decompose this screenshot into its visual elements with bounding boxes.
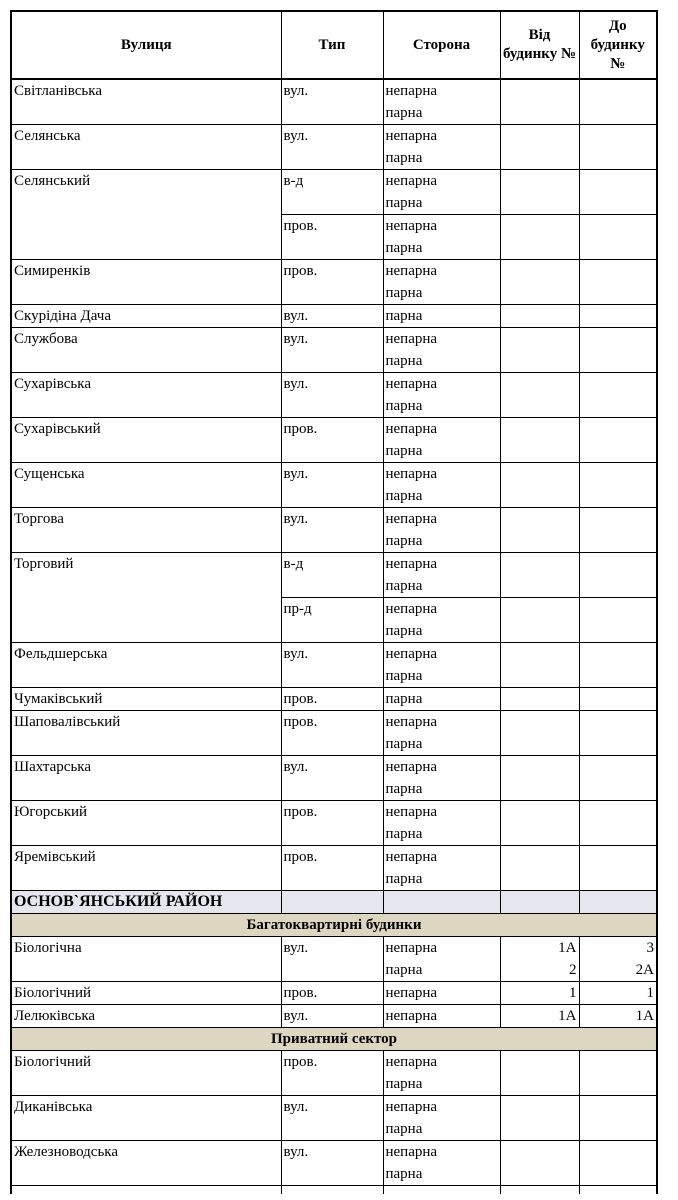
cell-type: вул. <box>281 643 383 688</box>
table-row <box>11 463 657 508</box>
cell-empty <box>281 1186 383 1195</box>
table-row <box>11 170 657 215</box>
header-side: Сторона <box>383 11 500 79</box>
cell-street: Симиренків <box>11 260 281 305</box>
cell-to <box>579 260 657 305</box>
cell-type: вул. <box>281 937 383 982</box>
cell-to <box>579 1051 657 1096</box>
cell-from <box>500 328 579 373</box>
cell-street: Сухарівський <box>11 418 281 463</box>
cell-type: вул. <box>281 373 383 418</box>
cell-to: 1 <box>579 982 657 1005</box>
cell-from <box>500 643 579 688</box>
cell-type: вул. <box>281 1141 383 1186</box>
cell-street: Селянський <box>11 170 281 260</box>
table-row <box>11 508 657 553</box>
table-row <box>11 79 657 125</box>
cell-from <box>500 756 579 801</box>
cell-from <box>500 1096 579 1141</box>
cell-type: пров. <box>281 846 383 891</box>
cell-street: Скурідіна Дача <box>11 305 281 328</box>
cell-street: Чумаківський <box>11 688 281 711</box>
table-row <box>11 846 657 891</box>
section-title-apartments: Багатоквартирні будинки <box>11 914 657 937</box>
cell-to: 1А <box>579 1005 657 1028</box>
section-title-private: Приватний сектор <box>11 1028 657 1051</box>
cell-side: непарна парна <box>383 846 500 891</box>
table-row <box>11 328 657 373</box>
cell-from <box>500 846 579 891</box>
cell-to <box>579 756 657 801</box>
cell-to <box>579 711 657 756</box>
cell-empty <box>11 1186 281 1195</box>
cell-from <box>500 1051 579 1096</box>
cell-street: Службова <box>11 328 281 373</box>
cell-side: парна <box>383 688 500 711</box>
cell-type: пров. <box>281 688 383 711</box>
table-row <box>11 643 657 688</box>
cell-side: непарна парна <box>383 125 500 170</box>
cell-to <box>579 846 657 891</box>
cell-empty <box>383 891 500 914</box>
table-row <box>11 982 657 1005</box>
cell-type: пр-д <box>281 598 383 643</box>
cell-empty <box>579 1186 657 1195</box>
cell-to <box>579 463 657 508</box>
cell-type: пров. <box>281 982 383 1005</box>
header-to: До будинку № <box>579 11 657 79</box>
cell-type: в-д <box>281 553 383 598</box>
cell-to <box>579 170 657 215</box>
cell-from <box>500 125 579 170</box>
cell-from: 1А <box>500 1005 579 1028</box>
cell-type: пров. <box>281 1051 383 1096</box>
cell-from: 1 <box>500 982 579 1005</box>
cell-to <box>579 373 657 418</box>
cell-street: Світланівська <box>11 79 281 125</box>
cell-side: непарна парна <box>383 711 500 756</box>
cell-street: Яремівський <box>11 846 281 891</box>
cell-side: непарна <box>383 1005 500 1028</box>
cell-street: Фельдшерська <box>11 643 281 688</box>
header-from: Від будинку № <box>500 11 579 79</box>
cell-to <box>579 418 657 463</box>
cell-side: непарна парна <box>383 553 500 598</box>
table-row-continuation <box>11 1186 657 1195</box>
cell-street: Біологічний <box>11 1051 281 1096</box>
cell-side: непарна парна <box>383 1051 500 1096</box>
cell-side: непарна парна <box>383 1141 500 1186</box>
table-row <box>11 260 657 305</box>
streets-table <box>10 10 658 1194</box>
cell-side: непарна парна <box>383 643 500 688</box>
cell-to <box>579 508 657 553</box>
table-row <box>11 553 657 598</box>
cell-street: Шаповалівський <box>11 711 281 756</box>
cell-empty <box>500 1186 579 1195</box>
cell-side: непарна парна <box>383 373 500 418</box>
cell-empty <box>281 891 383 914</box>
cell-to <box>579 328 657 373</box>
table-row <box>11 1141 657 1186</box>
table-row <box>11 305 657 328</box>
cell-to <box>579 1141 657 1186</box>
table-row <box>11 373 657 418</box>
cell-street: Шахтарська <box>11 756 281 801</box>
cell-type: пров. <box>281 801 383 846</box>
cell-street: Железноводська <box>11 1141 281 1186</box>
cell-from <box>500 508 579 553</box>
cell-empty <box>500 891 579 914</box>
cell-from <box>500 553 579 598</box>
cell-to <box>579 79 657 125</box>
cell-street: Торговий <box>11 553 281 643</box>
cell-side: непарна парна <box>383 418 500 463</box>
cell-from <box>500 305 579 328</box>
cell-empty <box>383 1186 500 1195</box>
cell-type: вул. <box>281 125 383 170</box>
cell-type: вул. <box>281 508 383 553</box>
cell-side: непарна <box>383 982 500 1005</box>
cell-street: Торгова <box>11 508 281 553</box>
cell-type: пров. <box>281 215 383 260</box>
cell-type: вул. <box>281 463 383 508</box>
cell-from <box>500 1141 579 1186</box>
cell-type: пров. <box>281 418 383 463</box>
cell-to <box>579 688 657 711</box>
cell-street: Лелюківська <box>11 1005 281 1028</box>
cell-side: непарна парна <box>383 170 500 215</box>
cell-street: Біологічний <box>11 982 281 1005</box>
cell-side: непарна парна <box>383 756 500 801</box>
cell-side: парна <box>383 305 500 328</box>
cell-side: непарна парна <box>383 463 500 508</box>
header-row <box>11 11 657 79</box>
cell-from <box>500 418 579 463</box>
cell-to <box>579 553 657 598</box>
cell-from <box>500 170 579 215</box>
cell-to <box>579 305 657 328</box>
cell-from <box>500 463 579 508</box>
cell-type: в-д <box>281 170 383 215</box>
cell-from <box>500 260 579 305</box>
cell-type: вул. <box>281 1005 383 1028</box>
cell-side: непарна парна <box>383 260 500 305</box>
cell-to <box>579 598 657 643</box>
cell-to: 3 2А <box>579 937 657 982</box>
table-row <box>11 1005 657 1028</box>
cell-type: вул. <box>281 79 383 125</box>
cell-type: вул. <box>281 328 383 373</box>
cell-to <box>579 801 657 846</box>
cell-from <box>500 711 579 756</box>
cell-side: непарна парна <box>383 801 500 846</box>
cell-street: Селянська <box>11 125 281 170</box>
cell-from <box>500 598 579 643</box>
district-title: ОСНОВ`ЯНСЬКИЙ РАЙОН <box>11 891 281 914</box>
cell-side: непарна парна <box>383 328 500 373</box>
section-row <box>11 1028 657 1051</box>
cell-type: вул. <box>281 756 383 801</box>
cell-to <box>579 1096 657 1141</box>
section-row <box>11 914 657 937</box>
table-row <box>11 1051 657 1096</box>
cell-from <box>500 215 579 260</box>
cell-type: пров. <box>281 711 383 756</box>
cell-street: Сухарівська <box>11 373 281 418</box>
table-row <box>11 688 657 711</box>
cell-type: пров. <box>281 260 383 305</box>
cell-to <box>579 215 657 260</box>
cell-from <box>500 79 579 125</box>
cell-street: Диканівська <box>11 1096 281 1141</box>
header-type: Тип <box>281 11 383 79</box>
cell-side: непарна парна <box>383 508 500 553</box>
cell-to <box>579 643 657 688</box>
cell-side: непарна парна <box>383 937 500 982</box>
cell-street: Югорський <box>11 801 281 846</box>
table-row <box>11 937 657 982</box>
cell-side: непарна парна <box>383 598 500 643</box>
cell-side: непарна парна <box>383 1096 500 1141</box>
cell-side: непарна парна <box>383 79 500 125</box>
table-row <box>11 125 657 170</box>
cell-from <box>500 801 579 846</box>
cell-empty <box>579 891 657 914</box>
cell-from <box>500 688 579 711</box>
table-row <box>11 418 657 463</box>
header-street: Вулиця <box>11 11 281 79</box>
district-row <box>11 891 657 914</box>
table-row <box>11 801 657 846</box>
cell-to <box>579 125 657 170</box>
table-row <box>11 1096 657 1141</box>
cell-street: Біологічна <box>11 937 281 982</box>
cell-from <box>500 373 579 418</box>
cell-from: 1А 2 <box>500 937 579 982</box>
cell-side: непарна парна <box>383 215 500 260</box>
cell-street: Сущенська <box>11 463 281 508</box>
table-row <box>11 756 657 801</box>
cell-type: вул. <box>281 1096 383 1141</box>
table-row <box>11 711 657 756</box>
cell-type: вул. <box>281 305 383 328</box>
